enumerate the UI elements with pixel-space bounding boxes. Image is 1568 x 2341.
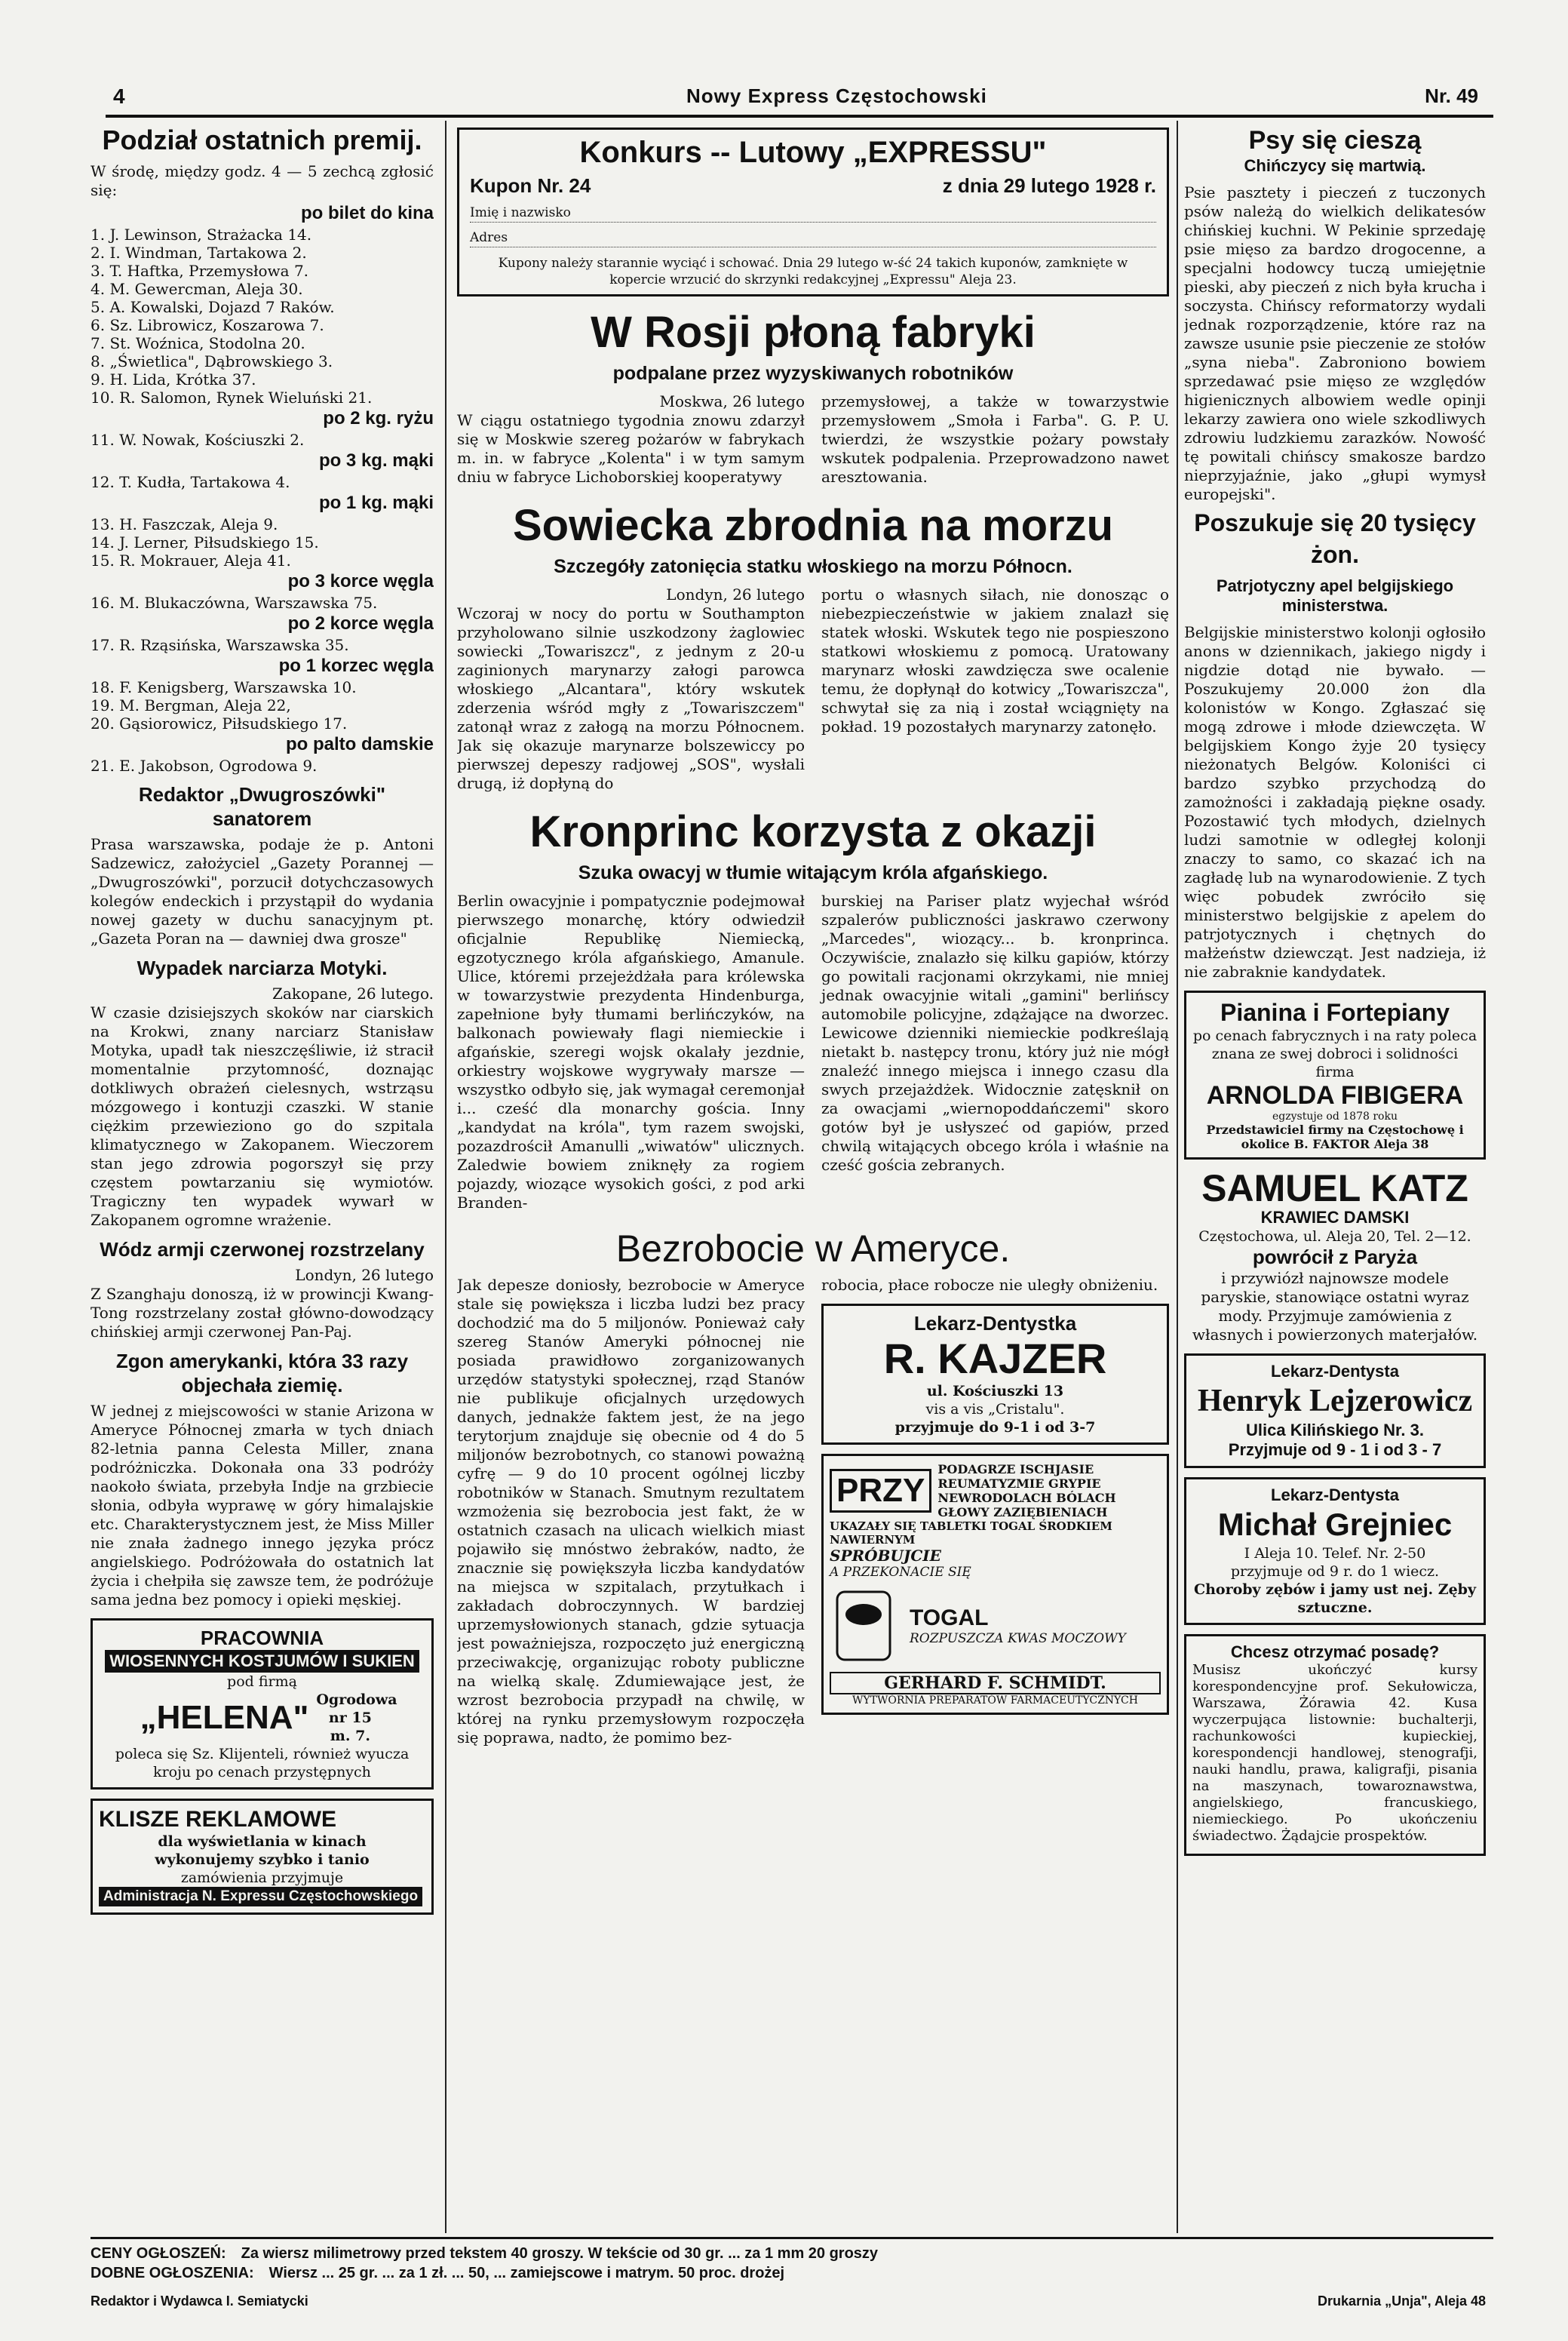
list-item: 19. M. Bergman, Aleja 22, [91, 696, 291, 714]
prize-winners [91, 594, 434, 612]
prize-category: po bilet do kina [300, 203, 434, 223]
ad-heading: Pianina i Fortepiany [1220, 999, 1450, 1026]
footer-text: Za wiersz milimetrowy przed tekstem 40 groszy. W tekście od 30 gr. ... za 1 mm 20 groszy [241, 2245, 879, 2262]
prize-list [91, 203, 434, 775]
dateline: Londyn, 26 lutego [295, 1266, 434, 1284]
ad-address: I Aleja 10. Telef. Nr. 2-50 [1244, 1545, 1426, 1562]
ad-katz [1184, 1169, 1486, 1344]
article-title: Zgon amerykanki, która 33 razy objechała ziemię. [115, 1350, 409, 1396]
ad-address: Ogrodowa nr 15 m. 7. [316, 1691, 397, 1744]
ad-text: wykonujemy szybko i tanio [155, 1851, 370, 1868]
coupon-name-field: Imię i nazwisko [470, 205, 1156, 223]
ad-heading: Lekarz-Dentystka [913, 1312, 1077, 1335]
coupon-date: z dnia 29 lutego 1928 r. [942, 174, 1156, 197]
footer-text: Wiersz ... 25 gr. ... za 1 zł. ... 50, ... zamiejscowe i matrym. 50 proc. drożej [268, 2265, 785, 2281]
ad-address: Częstochowa, ul. Aleja 20, Tel. 2—12. [1198, 1228, 1471, 1245]
article-text: Belgijskie ministerstwo kolonji ogłosiło anons w dziennikach, jakiego nigdy i nigdzie dotąd nie bywało. — Poszukujemy 20.000 żon dla kolonistów w Kongo. Zgłaszać się mogą zdrowe i młode dziewczęta. W belgijskiem Kongo żyje 20 tysięcy nieżonatych Belgów. Koloniści ci bardzo szybko przychodzą do zamożności i zakładają piękne osady. Pozostawić tych młodych, dzielnych ludzi samotnie w odległej kolonji znaczy to samo, co skazać ich na zagładę lub na wynarodowienie. Z tych więc pobudek zwróciło się ministerstwo belgijskie z apelem do patrjotycznych i chętnych do małżeństw dziewcząt. Jest nadzieja, iż nie zabraknie kandydatek. [1184, 623, 1486, 981]
list-item: 7. St. Woźnica, Stodolna 20. [91, 334, 305, 352]
ad-grejniec [1184, 1477, 1486, 1625]
ad-text: zamówienia przyjmuje [180, 1869, 344, 1886]
page-number: 4 [113, 84, 125, 108]
ad-brand: SAMUEL KATZ [1201, 1167, 1468, 1209]
ad-brand: „HELENA" [140, 1699, 309, 1736]
contest-coupon [457, 127, 1169, 296]
list-item: 13. H. Faszczak, Aleja 9. [91, 515, 278, 533]
article-subtitle: podpalane przez wyzyskiwanych robotników [612, 363, 1014, 384]
prize-winners [91, 636, 434, 654]
article-title: Wódz armji czerwonej rozstrzelany [100, 1238, 425, 1261]
ad-text: NEWRODOLACH BÓLACH GŁOWY ZAZIĘBIENIACH [937, 1491, 1116, 1519]
ad-pianina [1184, 991, 1486, 1160]
ad-brand: PRZY [830, 1469, 931, 1513]
ad-text: REUMATYZMIE GRYPIE [937, 1476, 1101, 1491]
list-item: 2. I. Windman, Tartakowa 2. [91, 244, 307, 262]
list-item: 21. E. Jakobson, Ogrodowa 9. [91, 757, 318, 775]
article-text: Wczoraj w nocy do portu w Southampton przyholowano silnie uszkodzony żaglowiec sowiecki „Towariszcz", z jednym z 20-u zaginionych marynarzy załogi parowca włoskiego „Alcantara", który wskutek zderzenia wśród mgły z „Towariszczem" zatonął wraz z załogą na morzu Północnem. Jak się okazuje marynarze bolszewiccy po pierwszej depeszy radjowej „SOS", wysłali drugą, iż dopłyną do [457, 604, 805, 792]
ad-brand: Michał Grejniec [1217, 1507, 1453, 1542]
imprint [91, 2293, 1493, 2309]
ad-brand: Henryk Lejzerowicz [1197, 1384, 1473, 1418]
prize-winners [91, 473, 434, 491]
prize-category: po 3 kg. mąki [318, 450, 434, 471]
article-text: burskiej na Pariser platz wyjechał wśród szpalerów publiczności jaskrawo czerwony „Marcedes", wiozący... b. kronprinca. Oczywiście, znalazło się kilku gapiów, którzy go powitali racjonami okrzykami, nie mniej jednak owacyjnie witali „gamini" berlińscy automobile policyjne, zdążające na dworzec. Lewicowe dzienniki niemieckie podkreślają nietakt b. następcy tronu, który już nie mógł znaleźć innego miejsca i innego czasu dla swych przejażdżek. Widocznie zatęsknił on za owacjami „wiernopoddańczemi" skoro gotów był je usłyszeć od gapiów, przed chwilą witających obcego króla i właśnie na cześć gościa zebranych. [821, 892, 1169, 1174]
list-item: 15. R. Mokrauer, Aleja 41. [91, 551, 291, 570]
imprint-editor: Redaktor i Wydawca I. Semiatycki [91, 2293, 308, 2309]
article-subtitle: Szuka owacyj w tłumie witającym króla afgańskiego. [578, 862, 1048, 883]
ad-text: Musisz ukończyć kursy korespondencyjne prof. Sekułowicza, Warszawa, Żórawia 42. Kusa wyczerpująca listownie: buchalterji, rachunkowości kupieckiej, korespondencji handlowej, stenografji, nauki handlu, prawa, kaligrafji, pisania na maszynach, towaroznawstwa, angielskiego, francuskiego, niemieckiego. Po ukończeniu świadectwo. Żądajcie prospektów. [1192, 1662, 1477, 1844]
article-text: Z Szanghaju donoszą, iż w prowincji Kwang-Tong rozstrzelany został główno-dowodzący chińskiej armji czerwonej Pan-Paj. [91, 1285, 434, 1341]
article-body [457, 1276, 1169, 1750]
article-subtitle: Szczegóły zatonięcia statku włoskiego na morzu Północn. [554, 556, 1072, 577]
list-item: 5. A. Kowalski, Dojazd 7 Raków. [91, 298, 335, 316]
prize-category: po 1 kg. mąki [318, 493, 434, 513]
prize-winners [91, 757, 434, 775]
coupon-number: Kupon Nr. 24 [470, 174, 591, 197]
prize-category: po palto damskie [285, 734, 434, 754]
issue-number: Nr. 49 [1425, 84, 1478, 107]
ad-hours: Przyjmuje od 9 - 1 i od 3 - 7 [1228, 1440, 1442, 1459]
article-title: Kronprinc korzysta z okazji [529, 807, 1097, 856]
ad-text: Choroby zębów i jamy ust nej. Zęby sztuczne. [1193, 1581, 1476, 1616]
ad-text: ROZPUSZCZA KWAS MOCZOWY [910, 1631, 1126, 1646]
article-text: przemysłowej, a także w towarzystwie przemysłowem „Smoła i Farba". G. P. U. twierdzi, że wszystkie pożary powstały wskutek podpalenia. Przeprowadzono nawet aresztowania. [821, 392, 1169, 486]
ad-address: ul. Kościuszki 13 [926, 1383, 1064, 1399]
ad-togal [821, 1454, 1169, 1715]
article-title: Redaktor „Dwugroszówki" sanatorem [138, 783, 386, 830]
ad-text: pod firmą [227, 1673, 297, 1690]
list-item: 4. M. Gewercman, Aleja 30. [91, 280, 303, 298]
ad-text: i przywiózł najnowsze modele paryskie, stanowiące ostatni wyraz mody. Przyjmuje zamówienia z własnych i powierzonych materjałów. [1192, 1269, 1478, 1344]
ad-lejzerowicz [1184, 1353, 1486, 1468]
article-title: W Rosji płoną fabryki [591, 308, 1036, 357]
ad-text: Przedstawiciel firmy na Częstochowę i okolice B. FAKTOR Aleja 38 [1206, 1123, 1464, 1151]
ad-text: A PRZEKONACIE SIĘ [830, 1565, 971, 1580]
list-item: 18. F. Kenigsberg, Warszawska 10. [91, 678, 357, 696]
list-item: 17. R. Rząsińska, Warszawska 35. [91, 636, 349, 654]
ad-heading: PRACOWNIA [200, 1627, 324, 1649]
prize-winners [91, 226, 434, 407]
ad-text: egzystuje od 1878 roku [1272, 1111, 1398, 1123]
pill-package-icon [830, 1584, 898, 1667]
ad-heading: KLISZE REKLAMOWE [99, 1807, 336, 1832]
dateline: Londyn, 26 lutego [666, 585, 805, 604]
list-item: 8. „Świetlica", Dąbrowskiego 3. [91, 352, 333, 370]
list-item: 6. Sz. Librowicz, Koszarowa 7. [91, 316, 324, 334]
column-rule [1177, 121, 1178, 2233]
article-title: Sowiecka zbrodnia na morzu [512, 501, 1114, 550]
left-column [91, 124, 434, 2275]
list-item: 12. T. Kudła, Tartakowa 4. [91, 473, 290, 491]
article-intro: W środę, między godz. 4 — 5 zechcą zgłosić się: [91, 162, 434, 199]
ad-text: dla wyświetlania w kinach [158, 1833, 367, 1850]
footer-label: CENY OGŁOSZEŃ: [91, 2245, 226, 2262]
list-item: 10. R. Salomon, Rynek Wieluński 21. [91, 389, 373, 407]
dateline: Moskwa, 26 lutego [659, 392, 805, 410]
ad-address: Ulica Kilińskiego Nr. 3. [1246, 1421, 1424, 1439]
ad-klisze [91, 1799, 434, 1915]
price-footer [91, 2237, 1493, 2283]
prize-category: po 2 korce węgla [287, 613, 434, 634]
ad-heading: KRAWIEC DAMSKI [1260, 1208, 1410, 1227]
prize-category: po 2 kg. ryżu [323, 408, 434, 429]
coupon-rules: Kupony należy starannie wyciąć i schować. Dnia 29 lutego w-ść 24 takich kuponów, zamknięte w kopercie wrzucić do skrzynki redakcyjnej „Expressu" Aleja 23. [498, 256, 1128, 287]
ad-heading: Chcesz otrzymać posadę? [1230, 1642, 1440, 1661]
ad-brand: TOGAL [910, 1605, 989, 1630]
ad-hours: przyjmuje od 9 r. do 1 wiecz. [1230, 1563, 1440, 1580]
page-header [106, 84, 1493, 118]
article-title: Podział ostatnich premij. [102, 124, 422, 155]
ad-brand: ARNOLDA FIBIGERA [1206, 1081, 1464, 1110]
list-item: 3. T. Haftka, Przemysłowa 7. [91, 262, 309, 280]
ad-pracownia [91, 1618, 434, 1790]
article-subtitle: Patrjotyczny apel belgijskiego ministerstwa. [1216, 576, 1454, 615]
ad-kajzer [821, 1304, 1169, 1445]
ad-brand: R. KAJZER [883, 1335, 1107, 1382]
prize-winners [91, 678, 434, 733]
ad-heading: WIOSENNYCH KOSTJUMÓW I SUKIEN [105, 1650, 419, 1673]
ad-text: PODAGRZE ISCHJASIE [937, 1462, 1094, 1476]
newspaper-title: Nowy Express Częstochowski [686, 84, 987, 107]
article-text: Jak depesze doniosły, bezrobocie w Ameryce stale się powiększa i liczba ludzi bez pracy dochodzić ma do 5 miljonów. Ponieważ cały szereg Stanów Ameryki północnej nie posiada prawidłowo zorganizowanych urzędów statystyki społecznej, rząd Stanów nie publikuje oficjalnych urzędowych danych, jednakże faktem jest, że na jego terytorjum znajduje się obecnie od 4 do 5 miljonów bezrobotnych, co stanowi poważną cyfrę — 9 do 10 procent ogólnej liczby robotników w Stanach. Smutnym rezultatem wzmożenia się bezrobocia jest fakt, że w ostatnich czasach na ulicach wielkich miast pojawiło się mnóstwo żebraków, nadto, że znacznie się powiększyła liczba kandydatów na miejsca w szpitalach, przytułkach i zakładach dobroczynnych. W bardziej uprzemysłowionych stanach, gdzie sytuacja jest poważniejsza, rozpoczęto już energiczną przeciwakcję, organizując roboty publiczne na wielką skalę. Zdumiewające jest, że wzrost bezrobocia przypadł na chwilę, w której na rynku przemysłowym rozpoczęła się poprawa, nadto, że pomimo bez- [457, 1276, 805, 1747]
center-column [457, 124, 1169, 2207]
article-text: W ciągu ostatniego tygodnia znowu zdarzył się w Moskwie szereg pożarów w fabrykach m. in. w fabryce „Kolenta" i w tym samym dniu w fabryce Lichoborskiej kooperatywy [457, 411, 805, 486]
list-item: 20. Gąsiorowicz, Piłsudskiego 17. [91, 714, 348, 733]
article-subtitle: Chińczycy się martwią. [1244, 156, 1426, 175]
article-title: Bezrobocie w Ameryce. [615, 1227, 1011, 1270]
article-text: W jednej z miejscowości w stanie Arizona w Ameryce Północnej zmarła w tych dniach 82-letnia panna Celesta Miller, znana podróżniczka. Dokonała ona 33 podróży naokoło świata, przebyła Indje na grzbiecie słonia, odbyła wyprawę w góry himalajskie etc. Charakterystycznem jest, że Miss Miller nie znała żadnego innego języka prócz angielskiego. Podróżowała do ostatnich lat życia i chełpiła się zawsze tem, że podróżuje sama jedna bez pomocy i opieki męskiej. [91, 1402, 434, 1608]
article-title: Psy się cieszą [1248, 126, 1422, 155]
ad-heading: powrócił z Paryża [1252, 1246, 1418, 1268]
article-title: Wypadek narciarza Motyki. [137, 957, 388, 979]
list-item: 11. W. Nowak, Kościuszki 2. [91, 431, 305, 449]
imprint-printer: Drukarnia „Unja", Aleja 48 [1318, 2293, 1486, 2309]
prize-winners [91, 515, 434, 570]
article-body [457, 892, 1169, 1215]
ad-brand: Administracja N. Expressu Częstochowskiego [99, 1887, 422, 1906]
article-text: Psie pasztety i pieczeń z tuczonych psów należą do wielkich delikatesów chińskiej kuchni. W Pekinie sprzedaję psie mięso za bardzo drogocenne, a specjalni hodowcy tuczą umiejętnie pieski, aby pieczeń z nich była krucha i soczysta. Chińscy reformatorzy wydali jednak rozporządzenie, które raz na zawsze usunie psie pieczenie ze stołów „syna nieba". Zabroniono bowiem sprzedawać psie mięso ze względów higienicznych albowiem wedle opinji lekarzy zawiera ono wiele szkodliwych zdrowiu ludzkiemu zarazków. Nowość tę powitali chińscy smakosze bardzo nieprzyjaźnie, jako „głupi wymysł europejski". [1184, 183, 1486, 503]
ad-text: po cenach fabrycznych i na raty poleca znana ze swej dobroci i solidności firma [1192, 1028, 1477, 1080]
list-item: 1. J. Lewinson, Strażacka 14. [91, 226, 312, 244]
ad-hours: przyjmuje do 9-1 i od 3-7 [894, 1419, 1096, 1436]
list-item: 16. M. Blukaczówna, Warszawska 75. [91, 594, 378, 612]
ad-posada [1184, 1634, 1486, 1856]
coupon-address-field: Adres [470, 230, 1156, 247]
right-column [1184, 124, 1486, 2237]
ad-brand: GERHARD F. SCHMIDT. [830, 1672, 1161, 1694]
article-text: robocia, płace robocze nie uległy obniżeniu. [821, 1276, 1158, 1294]
prize-category: po 3 korce węgla [287, 571, 434, 591]
coupon-title: Konkurs -- Lutowy „EXPRESSU" [579, 136, 1047, 169]
ad-address: vis a vis „Cristalu". [925, 1401, 1065, 1418]
article-text: Berlin owacyjnie i pompatycznie podejmował pierwszego monarchę, który odwiedził oficjalnie Republikę Niemiecką, egzotycznego króla afgańskiego, Amanule. Ulice, któremi przejeżdżała para królewska w towarzystwie prezydenta Hindenburga, zapełnione były tłumami berlińczyków, na balkonach powiewały flagi niemieckie i afgańskie, szeregi wojsk okalały jezdnie, orkiestry wojskowe wygrywały marsze — wszystko odbyło się, jak wymagał ceremonjał i... cześć dla monarchy gościa. Inny „kandydat na króla", tym razem swojski, pozazdrościł Amanulli „wiwatów" ulicznych. Zaledwie bowiem zniknęły za rogiem pojazdy, wiozące wysokich gości, z pod arki Branden- [457, 892, 805, 1212]
list-item: 14. J. Lerner, Piłsudskiego 15. [91, 533, 319, 551]
column-rule [445, 121, 446, 2233]
article-body [457, 585, 1169, 796]
article-text: portu o własnych siłach, nie donosząc o niebezpieczeństwie w jakiem znalazł się statek włoski. Wskutek tego nie pospieszono statkowi włoskiemu z pomocą. Uratowany marynarz włoski zawdzięcza swe ocalenie temu, że dopłynął do kotwicy „Towariszcza", schwytał się za nią i został wciągnięty na pokład. 19 pozostałych marynarzy zatonęło. [821, 585, 1169, 736]
list-item: 9. H. Lida, Krótka 37. [91, 370, 256, 389]
ad-text: SPRÓBUJCIE [830, 1547, 941, 1565]
article-text: W czasie dzisiejszych skoków nar ciarskich na Krokwi, znany narciarz Stanisław Motyka, upadł tak nieszczęśliwie, iż stracił momentalnie przytomność, doznając dotkliwych obrażeń cielesnych, wstrząsu mózgowego i kontuzji czaszki. W stanie ciężkim przewieziono go do szpitala klimatycznego w Zakopanem. Wieczorem stan jego zdrowia pogorszył się przy częstem powtarzaniu się wymiotów. Tragiczny ten wypadek wywarł w Zakopanem ogromne wrażenie. [91, 1003, 434, 1229]
article-title: Poszukuje się 20 tysięcy żon. [1194, 509, 1476, 568]
ad-text: poleca się Sz. Klijenteli, również wyucza kroju po cenach przystępnych [115, 1746, 410, 1780]
ad-heading: Lekarz-Dentysta [1271, 1485, 1399, 1504]
ad-heading: Lekarz-Dentysta [1271, 1362, 1399, 1381]
coupon-row [470, 174, 1156, 198]
ad-text: WYTWÓRNIA PREPARATÓW FARMACEUTYCZNYCH [852, 1694, 1138, 1707]
dateline: Zakopane, 26 lutego. [272, 985, 434, 1003]
prize-category: po 1 korzec węgla [278, 656, 434, 676]
prize-winners [91, 431, 434, 449]
ad-text: UKAZAŁY SIĘ TABLETKI TOGAL ŚRODKIEM NAWIERNYM [830, 1519, 1112, 1547]
article-body [457, 392, 1169, 490]
footer-label: DOBNE OGŁOSZENIA: [91, 2265, 254, 2281]
article-text: Prasa warszawska, podaje że p. Antoni Sadzewicz, założyciel „Gazety Porannej — „Dwugroszówki", porzucił dotychczasowych kolegów endeckich i przystąpił do wydania nowej gazety w duchu sanacyjnym pt. „Gazeta Poran na — dawniej dwa grosze" [91, 835, 434, 948]
